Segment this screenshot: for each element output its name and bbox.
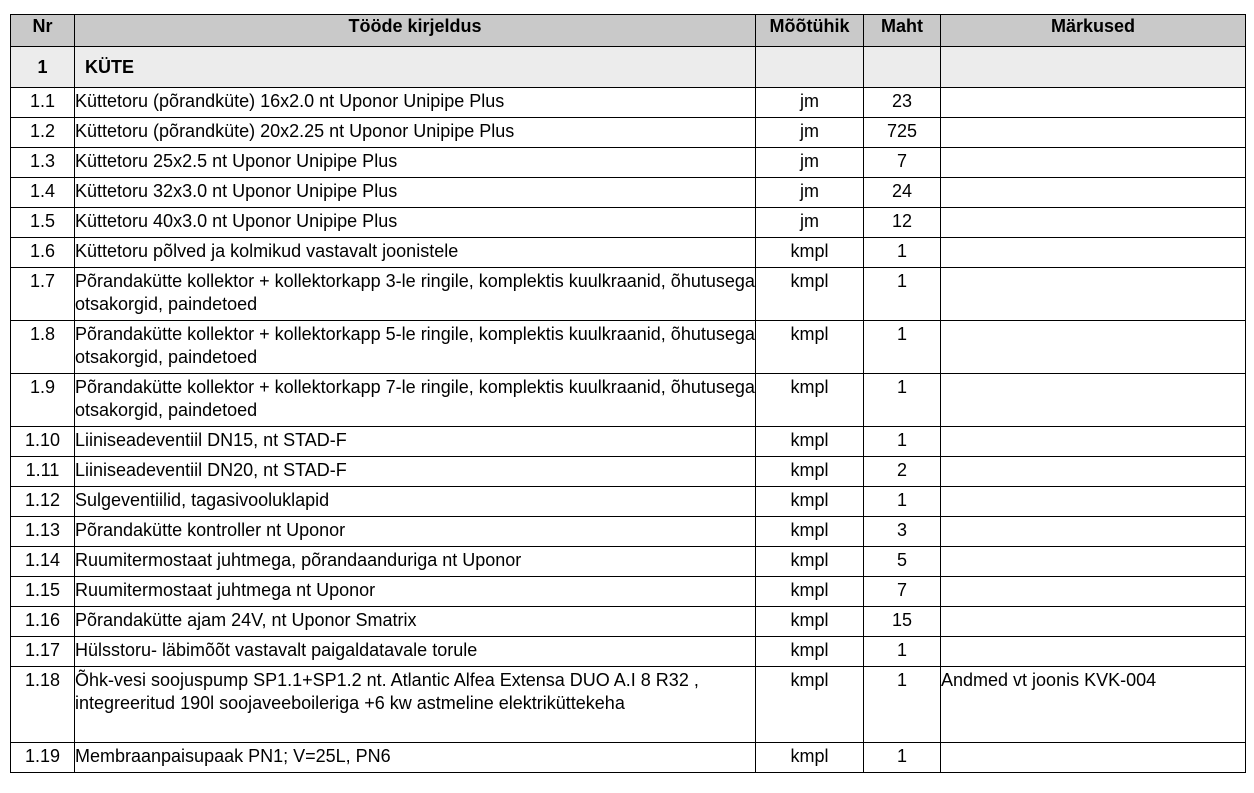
header-quantity: Maht (864, 15, 941, 47)
row-quantity: 1 (864, 743, 941, 773)
row-quantity: 1 (864, 487, 941, 517)
row-unit: kmpl (756, 427, 864, 457)
row-nr: 1.3 (11, 148, 75, 178)
section-row (11, 47, 1246, 88)
row-nr: 1.5 (11, 208, 75, 238)
table-row (11, 487, 1246, 517)
table-row (11, 427, 1246, 457)
row-unit: kmpl (756, 457, 864, 487)
table-row (11, 577, 1246, 607)
header-remarks: Märkused (941, 15, 1246, 47)
row-quantity: 3 (864, 517, 941, 547)
row-nr: 1.6 (11, 238, 75, 268)
row-unit: kmpl (756, 667, 864, 743)
section-nr: 1 (11, 47, 75, 88)
header-description: Tööde kirjeldus (75, 15, 756, 47)
row-description: Õhk-vesi soojuspump SP1.1+SP1.2 nt. Atlantic Alfea Extensa DUO A.I 8 R32 , integreeritud 190l soojaveeboileriga +6 kw astmeline elektriküttekeha (75, 667, 756, 743)
row-remarks (941, 743, 1246, 773)
row-nr: 1.16 (11, 607, 75, 637)
row-description: Põrandakütte kollektor + kollektorkapp 5-le ringile, komplektis kuulkraanid, õhutusega otsakorgid, paindetoed (75, 321, 756, 374)
row-remarks (941, 517, 1246, 547)
row-unit: jm (756, 208, 864, 238)
row-remarks (941, 148, 1246, 178)
row-quantity: 5 (864, 547, 941, 577)
row-unit: kmpl (756, 517, 864, 547)
row-quantity: 725 (864, 118, 941, 148)
row-unit: kmpl (756, 487, 864, 517)
row-remarks (941, 577, 1246, 607)
row-description: Küttetoru (põrandküte) 20x2.25 nt Uponor Unipipe Plus (75, 118, 756, 148)
row-description: Küttetoru (põrandküte) 16x2.0 nt Uponor Unipipe Plus (75, 88, 756, 118)
row-unit: kmpl (756, 743, 864, 773)
table-row (11, 547, 1246, 577)
section-title: KÜTE (75, 47, 756, 88)
table-row (11, 238, 1246, 268)
row-nr: 1.14 (11, 547, 75, 577)
row-remarks (941, 374, 1246, 427)
row-unit: jm (756, 178, 864, 208)
row-remarks (941, 427, 1246, 457)
row-remarks (941, 238, 1246, 268)
table-body (11, 47, 1246, 773)
row-quantity: 1 (864, 374, 941, 427)
row-quantity: 15 (864, 607, 941, 637)
table-row (11, 743, 1246, 773)
row-remarks (941, 487, 1246, 517)
row-remarks (941, 88, 1246, 118)
row-remarks (941, 178, 1246, 208)
row-remarks (941, 547, 1246, 577)
row-quantity: 1 (864, 637, 941, 667)
row-quantity: 7 (864, 577, 941, 607)
row-remarks (941, 321, 1246, 374)
row-description: Liiniseadeventiil DN15, nt STAD-F (75, 427, 756, 457)
row-description: Küttetoru 25x2.5 nt Uponor Unipipe Plus (75, 148, 756, 178)
row-nr: 1.2 (11, 118, 75, 148)
row-nr: 1.7 (11, 268, 75, 321)
row-nr: 1.8 (11, 321, 75, 374)
row-unit: kmpl (756, 321, 864, 374)
row-nr: 1.17 (11, 637, 75, 667)
row-nr: 1.18 (11, 667, 75, 743)
header-nr: Nr (11, 15, 75, 47)
row-remarks (941, 118, 1246, 148)
row-quantity: 1 (864, 667, 941, 743)
section-unit-cell (756, 47, 864, 88)
row-quantity: 1 (864, 238, 941, 268)
row-description: Põrandakütte kollektor + kollektorkapp 3-le ringile, komplektis kuulkraanid, õhutusega otsakorgid, paindetoed (75, 268, 756, 321)
table-row (11, 208, 1246, 238)
row-quantity: 1 (864, 321, 941, 374)
row-nr: 1.4 (11, 178, 75, 208)
row-description: Küttetoru 40x3.0 nt Uponor Unipipe Plus (75, 208, 756, 238)
table-row (11, 88, 1246, 118)
row-remarks (941, 637, 1246, 667)
row-unit: kmpl (756, 607, 864, 637)
table-row (11, 321, 1246, 374)
row-nr: 1.9 (11, 374, 75, 427)
row-unit: jm (756, 88, 864, 118)
row-description: Põrandakütte kontroller nt Uponor (75, 517, 756, 547)
row-description: Sulgeventiilid, tagasivooluklapid (75, 487, 756, 517)
row-description: Membraanpaisupaak PN1; V=25L, PN6 (75, 743, 756, 773)
row-remarks (941, 457, 1246, 487)
row-unit: kmpl (756, 577, 864, 607)
row-nr: 1.19 (11, 743, 75, 773)
row-description: Põrandakütte ajam 24V, nt Uponor Smatrix (75, 607, 756, 637)
row-quantity: 7 (864, 148, 941, 178)
table-row (11, 148, 1246, 178)
table-row (11, 667, 1246, 743)
row-quantity: 23 (864, 88, 941, 118)
row-description: Küttetoru põlved ja kolmikud vastavalt joonistele (75, 238, 756, 268)
row-quantity: 12 (864, 208, 941, 238)
table-header (11, 15, 1246, 47)
row-description: Liiniseadeventiil DN20, nt STAD-F (75, 457, 756, 487)
section-remarks-cell (941, 47, 1246, 88)
row-description: Ruumitermostaat juhtmega nt Uponor (75, 577, 756, 607)
section-quantity-cell (864, 47, 941, 88)
header-row (11, 15, 1246, 47)
table-row (11, 118, 1246, 148)
table-row (11, 457, 1246, 487)
table-row (11, 268, 1246, 321)
row-remarks (941, 208, 1246, 238)
row-nr: 1.12 (11, 487, 75, 517)
row-description: Küttetoru 32x3.0 nt Uponor Unipipe Plus (75, 178, 756, 208)
table-row (11, 607, 1246, 637)
header-unit: Mõõtühik (756, 15, 864, 47)
row-nr: 1.1 (11, 88, 75, 118)
row-unit: kmpl (756, 547, 864, 577)
table-row (11, 374, 1246, 427)
row-nr: 1.13 (11, 517, 75, 547)
row-quantity: 24 (864, 178, 941, 208)
row-nr: 1.11 (11, 457, 75, 487)
row-nr: 1.15 (11, 577, 75, 607)
row-remarks (941, 607, 1246, 637)
bill-of-quantities-table (10, 14, 1246, 773)
row-quantity: 1 (864, 427, 941, 457)
row-description: Hülsstoru- läbimõõt vastavalt paigaldatavale torule (75, 637, 756, 667)
row-remarks: Andmed vt joonis KVK-004 (941, 667, 1246, 743)
row-unit: jm (756, 148, 864, 178)
row-remarks (941, 268, 1246, 321)
row-unit: kmpl (756, 238, 864, 268)
row-quantity: 2 (864, 457, 941, 487)
row-quantity: 1 (864, 268, 941, 321)
table-row (11, 517, 1246, 547)
row-description: Põrandakütte kollektor + kollektorkapp 7-le ringile, komplektis kuulkraanid, õhutusega otsakorgid, paindetoed (75, 374, 756, 427)
row-unit: kmpl (756, 268, 864, 321)
row-unit: jm (756, 118, 864, 148)
row-description: Ruumitermostaat juhtmega, põrandaanduriga nt Uponor (75, 547, 756, 577)
row-unit: kmpl (756, 637, 864, 667)
table-row (11, 637, 1246, 667)
row-nr: 1.10 (11, 427, 75, 457)
table-row (11, 178, 1246, 208)
row-unit: kmpl (756, 374, 864, 427)
